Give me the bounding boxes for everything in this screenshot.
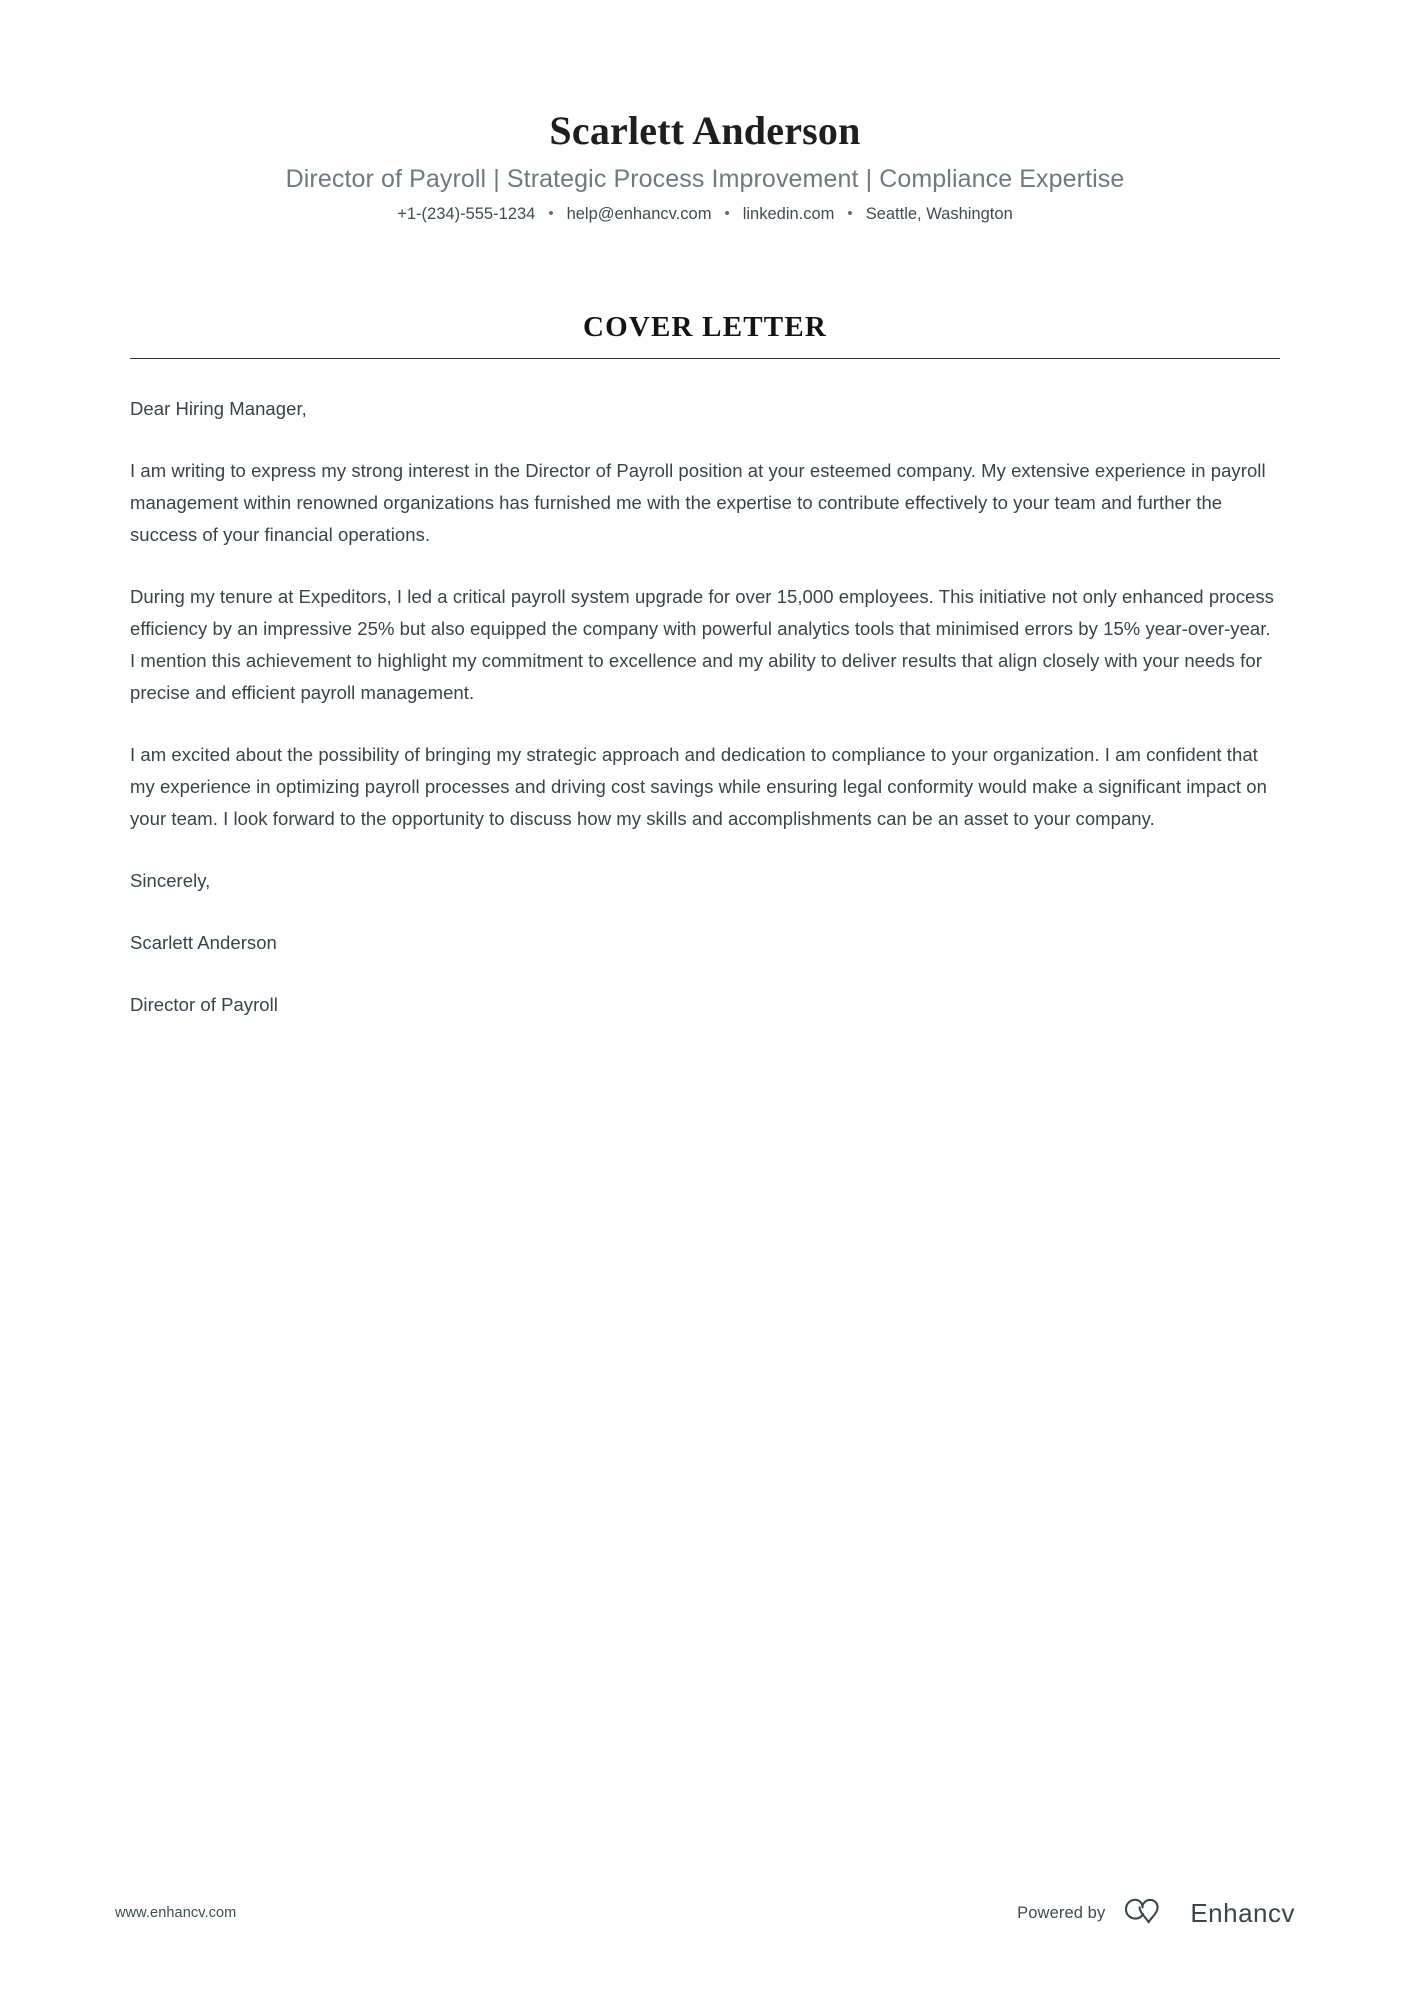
page-footer: [0, 1893, 1410, 1933]
contact-email[interactable]: help@enhancv.com: [566, 205, 712, 223]
signature-name: Scarlett Anderson: [130, 932, 277, 953]
contact-separator-icon: •: [847, 205, 853, 222]
powered-by-label: Powered by: [1017, 1903, 1106, 1922]
signature-title: Director of Payroll: [130, 994, 278, 1015]
footer-website-link[interactable]: www.enhancv.com: [115, 1905, 237, 1921]
document-header: [0, 0, 1410, 226]
enhancv-logo: [1121, 1898, 1295, 1929]
contact-phone: +1-(234)-555-1234: [397, 205, 536, 223]
contact-separator-icon: •: [724, 205, 730, 222]
letter-closing: Sincerely,: [130, 870, 211, 891]
contact-linkedin[interactable]: linkedin.com: [742, 205, 835, 223]
footer-branding: [1017, 1898, 1295, 1929]
enhancv-wordmark: Enhancv: [1190, 1897, 1295, 1928]
letter-paragraph-1: I am writing to express my strong interest in the Director of Payroll position at your esteemed company. My extensive experience in payroll management within renowned organizations has furnished me with the expertise to contribute effectively to your team and further the success of your financial operations.: [130, 460, 1266, 545]
section-title: COVER LETTER: [582, 311, 828, 343]
letter-salutation: Dear Hiring Manager,: [130, 398, 307, 419]
candidate-headline: Director of Payroll | Strategic Process Improvement | Compliance Expertise: [285, 165, 1125, 193]
enhancv-mark-icon: [1121, 1898, 1179, 1928]
cover-letter-section-header: [130, 226, 1280, 359]
contact-separator-icon: •: [548, 205, 554, 222]
letter-paragraph-2: During my tenure at Expeditors, I led a critical payroll system upgrade for over 15,000 employees. This initiative not only enhanced process efficiency by an impressive 25% but also equipped the company with powerful analytics tools that minimised errors by 15% year-over-year. I mention this achievement to highlight my commitment to excellence and my ability to deliver results that align closely with your needs for precise and efficient payroll management.: [130, 586, 1274, 703]
contact-location: Seattle, Washington: [865, 205, 1013, 223]
candidate-name: Scarlett Anderson: [549, 108, 861, 153]
letter-paragraph-3: I am excited about the possibility of bringing my strategic approach and dedication to compliance to your organization. I am confident that my experience in optimizing payroll processes and driving cost savings while ensuring legal conformity would make a significant impact on your team. I look forward to the opportunity to discuss how my skills and accomplishments can be an asset to your company.: [130, 744, 1267, 829]
contact-line: [0, 202, 1410, 226]
letter-body: [130, 359, 1280, 1021]
